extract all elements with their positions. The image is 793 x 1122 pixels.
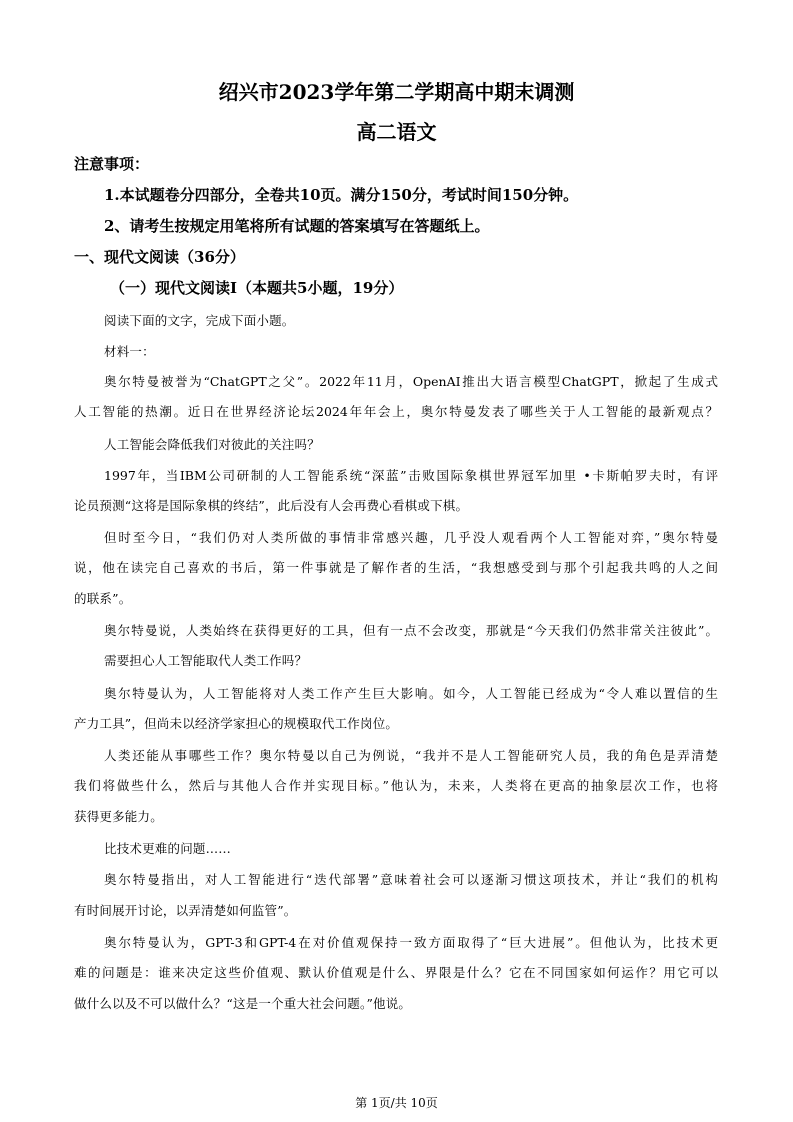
notice-heading: 注意事项： [74,155,150,173]
body-line: 奥尔特曼认为，人工智能将对人类工作产生巨大影响。如今，人工智能已经成为“令人难以置信的生 [104,686,718,701]
instruction-text: 阅读下面的文字，完成下面小题。 [104,313,295,328]
body-line: 奥尔特曼说，人类始终在获得更好的工具，但有一点不会改变，那就是“今天我们仍然非常关注彼此”。 [104,623,718,638]
body-line: 需要担心人工智能取代人类工作吗？ [104,653,308,668]
body-line: 奥尔特曼指出，对人工智能进行“迭代部署”意味着社会可以逐渐习惯这项技术，并让“我们的机构 [104,872,718,887]
body-line: 产力工具”，但尚未以经济学家担心的规模取代工作岗位。 [74,716,399,731]
section-heading: 一、现代文阅读（36分） [74,248,245,266]
page-number: 第 1页/共 10页 [355,1096,438,1110]
material-label: 材料一： [104,344,155,359]
body-line: 1997年，当IBM公司研制的人工智能系统“深蓝”击败国际象棋世界冠军加里 •卡斯帕罗夫时，有评 [104,468,718,483]
body-line: 人工智能的热潮。近日在世界经济论坛2024年年会上，奥尔特曼发表了哪些关于人工智能的最新观点？ [74,404,718,419]
subject-title: 高二语文 [356,120,437,144]
body-line: 奥尔特曼认为，GPT-3和GPT-4在对价值观保持一致方面取得了“巨大进展”。但他认为，比技术更 [104,935,718,950]
body-line: 我们将做些什么，然后与其他人合作并实现目标。”他认为，未来，人类将在更高的抽象层次工作，也将 [74,778,718,793]
body-line: 做什么以及不可以做什么？“这是一个重大社会问题。”他说。 [74,996,412,1011]
body-line: 奥尔特曼被誉为“ChatGPT之父”。2022年11月，OpenAI推出大语言模型ChatGPT，掀起了生成式 [104,374,718,389]
body-line: 有时间展开讨论，以弄清楚如何监管”。 [74,903,297,918]
notice-item-2: 2、请考生按规定用笔将所有试题的答案填写在答题纸上。 [104,217,490,235]
body-line: 的联系”。 [74,591,132,606]
body-line: 获得更多能力。 [74,809,163,824]
exam-title: 绍兴市2023学年第二学期高中期末调测 [218,80,575,104]
body-line: 难的问题是：谁来决定这些价值观、默认价值观是什么、界限是什么？它在不同国家如何运作？用它可以 [74,965,718,980]
notice-item-1: 1.本试题卷分四部分，全卷共10页。满分150分，考试时间150分钟。 [104,186,579,204]
body-line: 比技术更难的问题…… [104,841,232,856]
body-line: 但时至今日，“我们仍对人类所做的事情非常感兴趣，几乎没人观看两个人工智能对弈，”奥尔特曼 [104,530,718,545]
body-line: 论员预测“这将是国际象棋的终结”，此后没有人会再费心看棋或下棋。 [74,498,469,513]
body-line: 人类还能从事哪些工作？奥尔特曼以自己为例说，“我并不是人工智能研究人员，我的角色是弄清楚 [104,748,718,763]
subsection-heading: （一）现代文阅读Ⅰ（本题共5小题，19分） [110,279,404,297]
body-line: 人工智能会降低我们对彼此的关注吗？ [104,437,320,452]
body-line: 说，他在读完自己喜欢的书后，第一件事就是了解作者的生活，“我想感受到与那个引起我共鸣的人之间 [74,560,718,575]
